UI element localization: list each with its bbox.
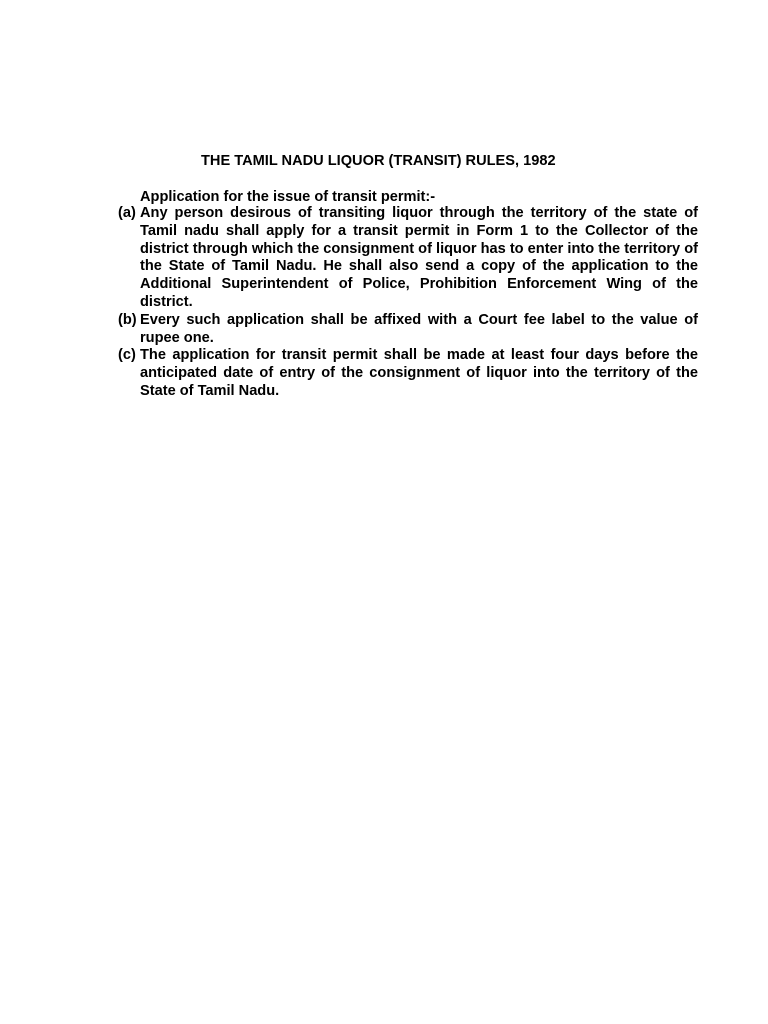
clause-a	[118, 205, 698, 312]
clause-marker: (a)	[118, 205, 136, 221]
clause-text: The application for transit permit shall be made at least four days before the anticipated date of entry of the consignment of liquor into the territory of the State of Tamil Nadu.	[140, 347, 698, 399]
application-heading: Application for the issue of transit permit:-	[140, 189, 436, 205]
clause-list	[118, 205, 698, 401]
clause-c	[118, 347, 698, 400]
clause-text: Any person desirous of transiting liquor through the territory of the state of Tamil nadu shall apply for a transit permit in Form 1 to the Collector of the district through which the consignment of liquor has to enter into the territory of the State of Tamil Nadu. He shall also send a copy of the application to the Additional Superintendent of Police, Prohibition Enforcement Wing of the district.	[140, 205, 698, 310]
document-title: THE TAMIL NADU LIQUOR (TRANSIT) RULES, 1982	[201, 153, 556, 169]
clause-marker: (b)	[118, 311, 137, 328]
clause-text: Every such application shall be affixed with a Court fee label to the value of rupee one.	[140, 311, 698, 346]
clause-marker: (c)	[118, 347, 136, 364]
clause-b	[118, 312, 698, 348]
